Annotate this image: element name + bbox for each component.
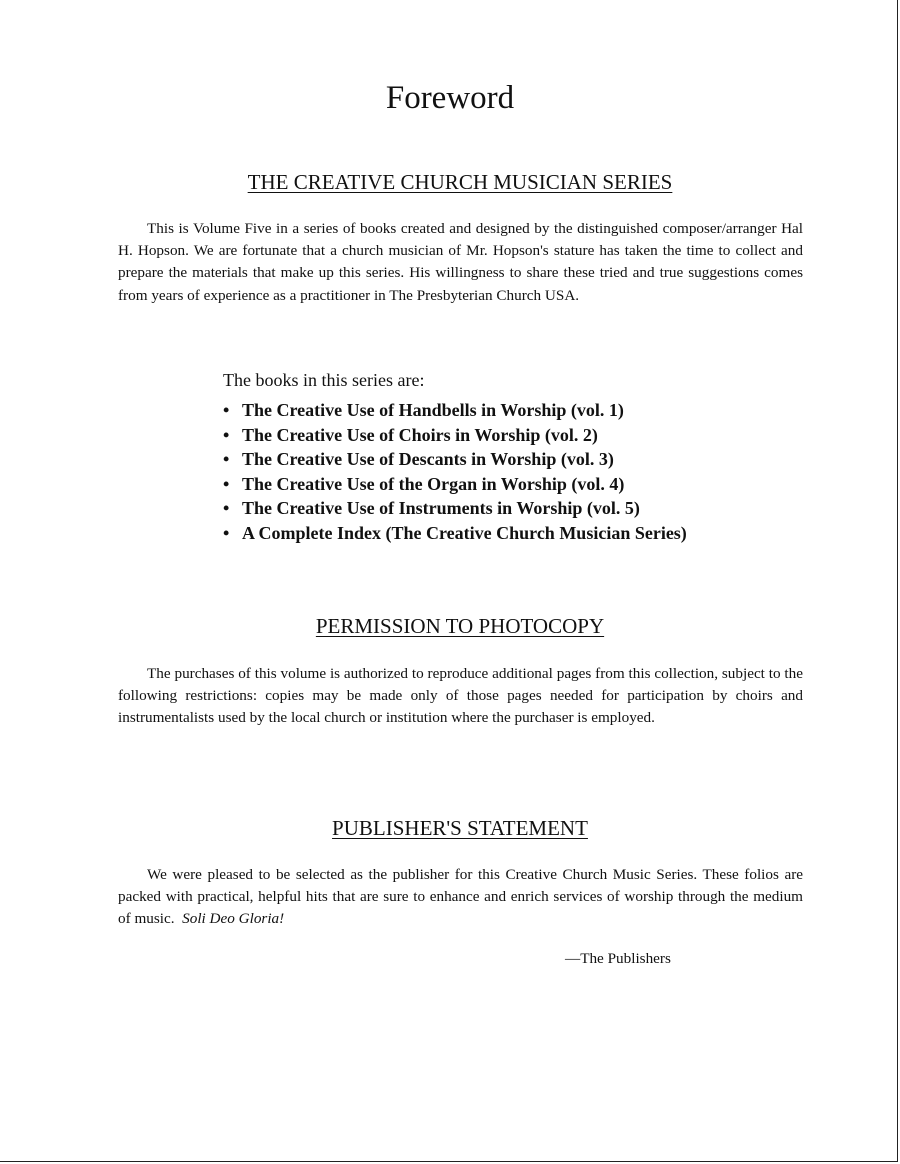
bullet-icon: • xyxy=(223,449,230,470)
bullet-icon: • xyxy=(223,400,230,420)
book-title: A Complete Index (The Creative Church Musician Series) xyxy=(242,522,687,543)
book-title: The Creative Use of the Organ in Worship (vol. 4) xyxy=(242,473,625,494)
publisher-signature: —The Publishers xyxy=(565,950,671,967)
bullet-icon: • xyxy=(223,473,230,494)
book-title: The Creative Use of Handbells in Worship (vol. 1) xyxy=(242,400,624,420)
publisher-paragraph xyxy=(118,864,803,931)
permission-paragraph: The purchases of this volume is authorized to reproduce additional pages from this collection, subject to the following restrictions: copies may be made only of those pages needed for participation by choirs and instrumentalists used by the local church or institution where the purchaser is employed. xyxy=(118,665,803,727)
publisher-statement-text: We were pleased to be selected as the publisher for this Creative Church Music Series. These folios are packed with practical, helpful hits that are sure to enhance and enrich services of worship through the medium of music. xyxy=(118,866,803,928)
bullet-icon: • xyxy=(223,498,230,519)
book-title: The Creative Use of Instruments in Worship (vol. 5) xyxy=(242,498,640,519)
book-list-item xyxy=(223,447,687,472)
book-list-item xyxy=(223,472,687,497)
series-heading: THE CREATIVE CHURCH MUSICIAN SERIES xyxy=(247,170,673,194)
page-title: Foreword xyxy=(385,80,515,116)
bullet-icon: • xyxy=(223,424,230,445)
book-list-item xyxy=(223,423,687,448)
book-title: The Creative Use of Choirs in Worship (vol. 2) xyxy=(242,424,598,445)
bullet-icon: • xyxy=(223,522,230,543)
book-list-item xyxy=(223,521,687,546)
book-list-item xyxy=(223,398,687,423)
book-title: The Creative Use of Descants in Worship (vol. 3) xyxy=(242,449,614,470)
book-list-intro: The books in this series are: xyxy=(223,370,425,390)
permission-heading: PERMISSION TO PHOTOCOPY xyxy=(315,614,605,638)
closing-phrase: Soli Deo Gloria! xyxy=(182,910,285,928)
book-list xyxy=(223,398,687,546)
publisher-heading: PUBLISHER'S STATEMENT xyxy=(332,816,588,840)
series-paragraph: This is Volume Five in a series of books created and designed by the distinguished composer/arranger Hal H. Hopson. We are fortunate that a church musician of Mr. Hopson's stature has taken the time to collect and prepare the materials that make up this series. His willingness to share these tried and true suggestions comes from years of experience as a practitioner in The Presbyterian Church USA. xyxy=(118,220,803,304)
book-list-item xyxy=(223,496,687,521)
